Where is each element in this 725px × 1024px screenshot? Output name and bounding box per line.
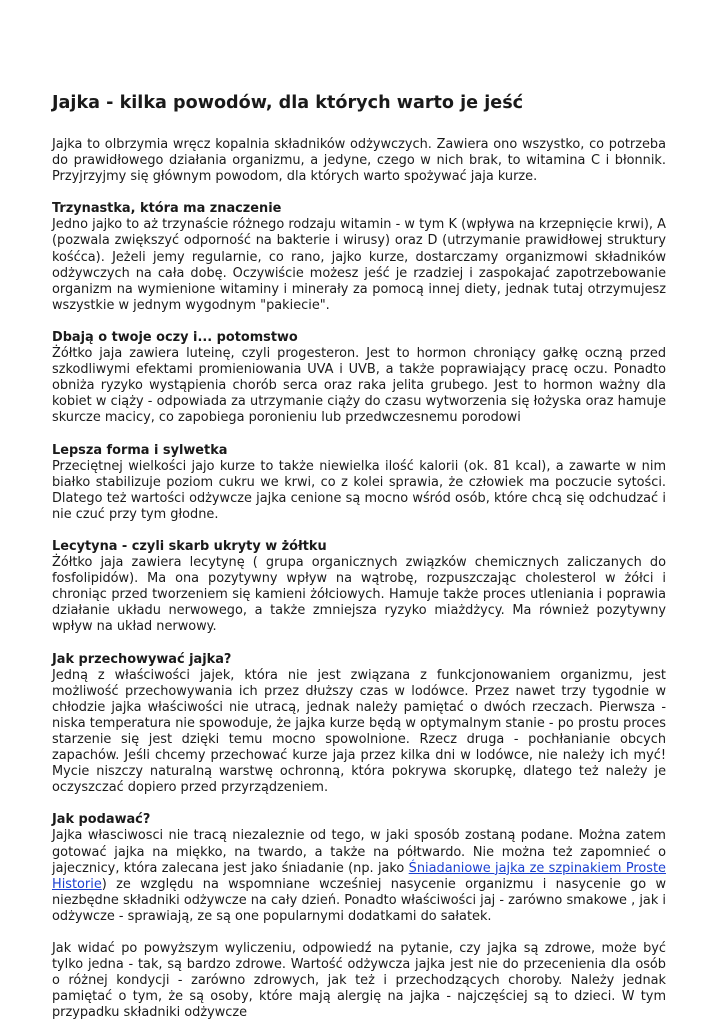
section-vitamins: [52, 201, 666, 314]
serving-text-after: ) ze względu na wspomniane wcześniej nasycenie organizmu i nasycenie go w niezbędne składniki odżywcze na cały dzień. Ponadto właściwości jaj - zarówno smakowe , jak i odżywcze - sprawiają, ze są one popularnymi dodatkami do sałatek.: [52, 876, 666, 924]
section-heading: Lecytyna - czyli skarb ukryty w żółtku: [52, 538, 327, 554]
serving-text-before: Jajka własciwosci nie tracą niezaleznie od tego, w jaki sposób zostaną podane. Można zatem gotować jajka na miękko, na twardo, a także na półtwardo. Nie można też zapomnieć o jajecznicy, która zalecana jest jako śniadanie (np. jako: [52, 828, 666, 876]
section-heading: Dbają o twoje oczy i... potomstwo: [52, 329, 298, 345]
section-heading: Trzynastka, która ma znaczenie: [52, 201, 282, 217]
intro-paragraph: Jajka to olbrzymia wręcz kopalnia składników odżywczych. Zawiera ono wszystko, co potrzeba do prawidłowego działania organizmu, a jedyne, czego w nich brak, to witamina C i błonnik. Przyjrzyjmy się głównym powodom, dla których warto spożywać jaja kurze.: [52, 137, 666, 185]
section-serving: [52, 812, 666, 925]
section-figure: [52, 443, 666, 523]
section-heading: Jak przechowywać jajka?: [52, 651, 232, 667]
section-paragraph: Żółtko jaja zawiera luteinę, czyli progesteron. Jest to hormon chroniący gałkę oczną przed szkodliwymi efektami promieniowania UVA i UVB, a także poprawiający pracę oczu. Ponadto obniża ryzyko wystąpienia chorób serca oraz raka jelita grubego. Jest to hormon ważny dla kobiet w ciąży - odpowiada za utrzymanie ciąży do czasu wytworzenia się łożyska oraz hamuje skurcze macicy, co zapobiega poronieniu lub przedwczesnemu porodowi: [52, 346, 666, 426]
document-page: [52, 92, 666, 1022]
section-paragraph: Jedno jajko to aż trzynaście różnego rodzaju witamin - w tym K (wpływa na krzepnięcie krwi), A (pozwala zwiększyć odporność na bakterie i wirusy) oraz D (utrzymanie prawidłowej struktury kośćca). Jeżeli jemy regularnie, co rano, jajko kurze, dostarczamy organizmowi składników odżywczych na cała dobę. Oczywiście możesz jeść je rzadziej i zaspokajać zapotrzebowanie organizm na wymienione witaminy i minerały za pomocą innej diety, jednak tutaj otrzymujesz wszystkie w jednym wygodnym "pakiecie".: [52, 217, 666, 313]
section-paragraph: [52, 828, 666, 925]
section-paragraph: Jedną z właściwości jajek, która nie jest związana z funkcjonowaniem organizmu, jest możliwość przechowywania ich przez dłuższy czas w lodówce. Przez nawet trzy tygodnie w chłodzie jajka właściwości nie utracą, jednak należy pamiętać o dwóch rzeczach. Pierwsza - niska temperatura nie spowoduje, że jajka kurze będą w optymalnym stanie - po prostu proces starzenie się jest dzięki temu mocno spowolnione. Rzecz druga - pochłanianie obcych zapachów. Jeśli chcemy przechować kurze jaja przez kilka dni w lodówce, nie należy ich myć! Mycie niszczy naturalną warstwę ochronną, która pokrywa skorupkę, dlatego też należy je oczyszczać dopiero przed przyrządzeniem.: [52, 667, 666, 796]
section-eyes: [52, 330, 666, 427]
section-heading: Jak podawać?: [52, 812, 151, 828]
section-storage: [52, 652, 666, 797]
section-heading: Lepsza forma i sylwetka: [52, 442, 228, 458]
section-paragraph: Przeciętnej wielkości jajo kurze to także niewielka ilość kalorii (ok. 81 kcal), a zawarte w nim białko stabilizuje poziom cukru we krwi, co z kolei sprawia, że człowiek ma poczucie sytości. Dlatego też wartości odżywcze jajka cenione są mocno wśród osób, które chcą się odchudzać i nie czuć przy tym głodne.: [52, 458, 666, 522]
section-paragraph: Żółtko jaja zawiera lecytynę ( grupa organicznych związków chemicznych zaliczanych do fosfolipidów). Ma ona pozytywny wpływ na wątrobę, rozpuszczając cholesterol w żółci i chroniąc przed tworzeniem się kamieni żółciowych. Hamuje także proces utleniania i poprawia działanie układu nerwowego, a także zmniejsza ryzyko miażdżycy. Ma również pozytywny wpływ na układ nerwowy.: [52, 555, 666, 635]
section-lecithin: [52, 539, 666, 636]
page-title: Jajka - kilka powodów, dla których warto je jeść: [52, 93, 524, 113]
recipe-link[interactable]: Śniadaniowe jajka ze szpinakiem Proste Historie: [52, 860, 666, 892]
conclusion-paragraph: Jak widać po powyższym wyliczeniu, odpowiedź na pytanie, czy jajka są zdrowe, może być tylko jedna - tak, są bardzo zdrowe. Wartość odżywcza jajka jest nie do przecenienia dla osób o różnej kondycji - zarówno zdrowych, jak też i przechodzących choroby. Należy jednak pamiętać o tym, że są osoby, które mają alergię na jajka - najczęściej są to dzieci. W tym przypadku składniki odżywcze: [52, 941, 666, 1021]
